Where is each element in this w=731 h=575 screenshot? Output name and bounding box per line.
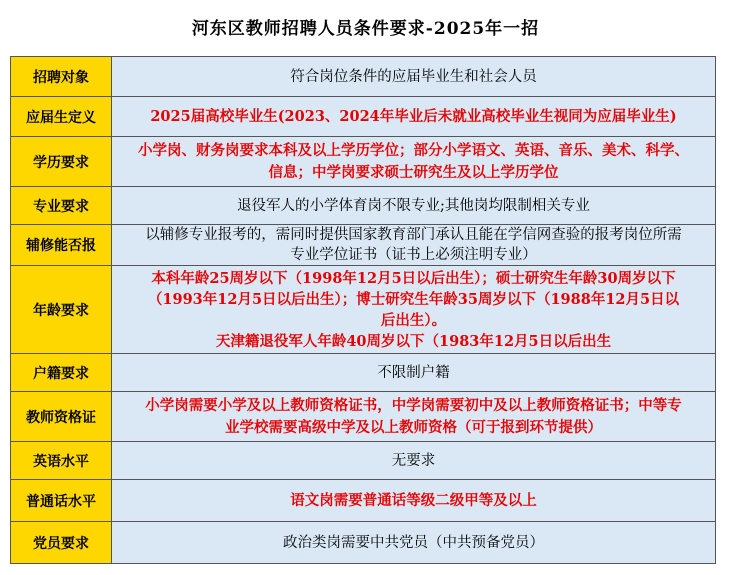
value-line: 本科年龄25周岁以下（1998年12月5日以后出生）；硕士研究生年龄30周岁以下: [151, 269, 676, 287]
table-row-mandarin: [11, 480, 716, 522]
value-line: （1993年12月5日以后出生）；博士研究生年龄35周岁以下（1988年12月5日以: [147, 290, 680, 308]
table-row-english: [11, 442, 716, 480]
row-value: [112, 354, 716, 392]
page-title: 河东区教师招聘人员条件要求-2025年一招: [191, 19, 540, 39]
row-label: 普通话水平: [11, 480, 112, 522]
value-line: 业学校需要高级中学及以上教师资格（可于报到环节提供）: [225, 418, 602, 436]
row-label: 年龄要求: [11, 266, 112, 354]
row-label: 应届生定义: [11, 97, 112, 137]
row-label: 辅修能否报: [11, 225, 112, 266]
value-line: 符合岗位条件的应届毕业生和社会人员: [290, 68, 537, 85]
row-value: [112, 225, 716, 266]
row-value: [112, 57, 716, 97]
row-label: 英语水平: [11, 442, 112, 480]
row-value: [112, 97, 716, 137]
table-row-education: [11, 137, 716, 187]
table-row-minor-degree: [11, 225, 716, 266]
value-line: 无要求: [391, 452, 436, 469]
row-value: [112, 442, 716, 480]
row-label: 学历要求: [11, 137, 112, 187]
row-label: 专业要求: [11, 187, 112, 225]
table-row-recruit-target: [11, 57, 716, 97]
value-line: 政治类岗需要中共党员（中共预备党员）: [283, 534, 544, 551]
row-label: 教师资格证: [11, 392, 112, 442]
value-line: 以辅修专业报考的，需同时提供国家教育部门承认且能在学信网查验的报考岗位所需: [145, 227, 682, 243]
table-row-graduate-definition: [11, 97, 716, 137]
value-line: 退役军人的小学体育岗不限专业;其他岗均限制相关专业: [237, 197, 590, 214]
value-line: 不限制户籍: [377, 364, 450, 381]
row-value: [112, 480, 716, 522]
value-line: 天津籍退役军人年龄40周岁以下（1983年12月5日以后出生: [215, 332, 612, 350]
value-line: 语文岗需要普通话等级二级甲等及以上: [290, 491, 537, 509]
row-label: 招聘对象: [11, 57, 112, 97]
row-value: [112, 137, 716, 187]
value-line: 后出生）。: [380, 311, 447, 329]
table-row-major: [11, 187, 716, 225]
table-row-teacher-certificate: [11, 392, 716, 442]
value-line: 小学岗、财务岗要求本科及以上学历学位；部分小学语文、英语、音乐、美术、科学、: [138, 141, 689, 159]
table-row-age: [11, 266, 716, 354]
table-row-household: [11, 354, 716, 392]
row-label: 户籍要求: [11, 354, 112, 392]
value-line: 信息；中学岗要求硕士研究生及以上学历学位: [268, 163, 559, 181]
requirements-table: [10, 56, 716, 564]
row-value: [112, 266, 716, 354]
value-line: 2025届高校毕业生(2023、2024年毕业后未就业高校毕业生视同为应届毕业生): [150, 107, 677, 125]
row-value: [112, 522, 716, 564]
row-value: [112, 392, 716, 442]
table-row-party-member: [11, 522, 716, 564]
row-label: 党员要求: [11, 522, 112, 564]
value-line: 小学岗需要小学及以上教师资格证书，中学岗需要初中及以上教师资格证书；中等专: [145, 396, 682, 414]
value-line: 专业学位证书（证书上必须注明专业）: [290, 247, 537, 263]
row-value: [112, 187, 716, 225]
